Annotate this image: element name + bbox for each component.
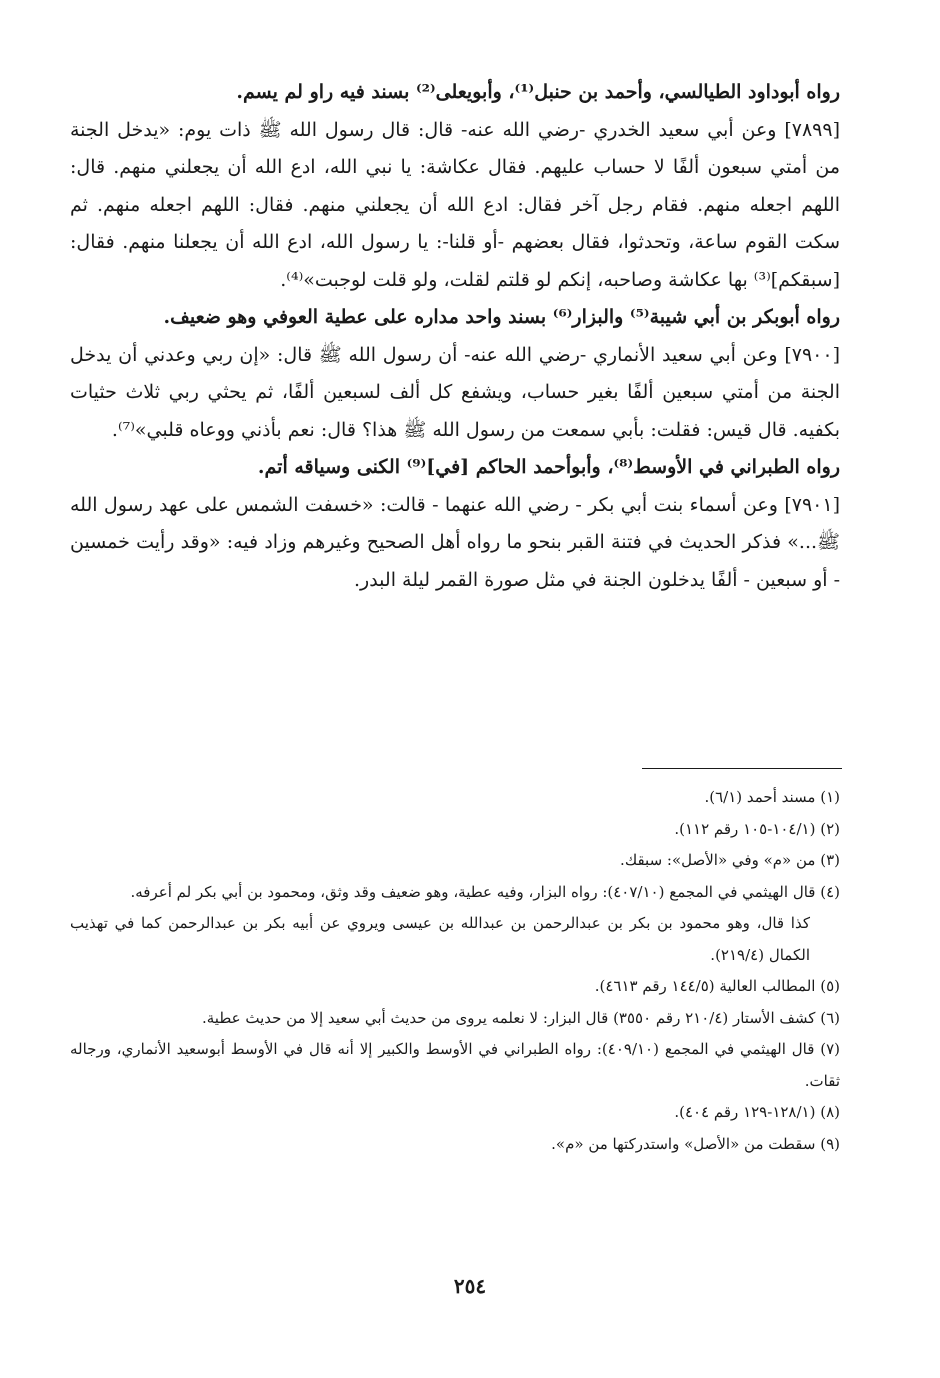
hadith-source-note: رواه الطبراني في الأوسط⁽⁸⁾، وأبوأحمد الحاكم [في]⁽⁹⁾ الكنى وسياقه أتم. [257,456,840,478]
hadith-source-note: رواه أبوداود الطيالسي، وأحمد بن حنبل⁽¹⁾، وأبويعلى⁽²⁾ بسند فيه راو لم يسم. [236,81,840,103]
footnote: (٧) قال الهيثمي في المجمع (٤٠٩/١٠): رواه الطبراني في الأوسط والكبير إلا أنه قال في الأوسط أبوسعيد الأنماري، ورجاله ثقات. [70,1040,841,1090]
footnote-continuation: كذا قال، وهو محمود بن بكر بن عبدالرحمن بن عبدالله بن عيسى ويروي عن أبيه بكر بن عبدالرحمن كما في تهذيب الكمال (٢١٩/٤). [70,914,810,964]
footnote-divider [642,768,842,769]
footnote: (٥) المطالب العالية (١٤٤/٥ رقم ٤٦١٣). [594,977,840,995]
page-number: ٢٥٤ [453,1274,487,1298]
footnote: (٤) قال الهيثمي في المجمع (٤٠٧/١٠): رواه البزار، وفيه عطية، وهو ضعيف وقد وثق، ومحمود بن أبي بكر لم أعرفه. [130,882,840,901]
footnote: (١) مسند أحمد (٦/١). [704,788,840,806]
footnote: (٦) كشف الأستار (٢١٠/٤ رقم ٣٥٥٠) قال البزار: لا نعلمه يروى من حديث أبي سعيد إلا من حديث عطية. [201,1008,840,1027]
footnote: (٢) (١٠٤/١-١٠٥ رقم ١١٢). [674,819,840,838]
hadith-7899: [٧٨٩٩] وعن أبي سعيد الخدري -رضي الله عنه- قال: قال رسول الله ﷺ ذات يوم: «يدخل الجنة من أمتي سبعون ألفًا لا حساب عليهم. فقال عكاشة: يا نبي الله، ادع الله أن يجعلني منهم. قال: اللهم اجعله منهم. فقام رجل آخر فقال: ادع الله أن يجعلني منهم. فقال: اللهم اجعله منهم. ثم سكت القوم ساعة، وتحدثوا، فقال بعضهم -أو قلنا-: يا رسول الله، ادع الله أن يجعلنا منهم. فقال: [سبقكم]⁽³⁾ بها عكاشة وصاحبه، إنكم لو قلتم لقلت، ولو قلت لوجبت»⁽⁴⁾. [70,118,840,291]
hadith-source-note: رواه أبوبكر بن أبي شيبة⁽⁵⁾ والبزار⁽⁶⁾ بسند واحد مداره على عطية العوفي وهو ضعيف. [163,306,840,328]
footnote: (٣) من «م» وفي «الأصل»: سبقك. [620,851,840,869]
footnote: (٩) سقطت من «الأصل» واستدركتها من «م». [551,1134,840,1153]
hadith-7901: [٧٩٠١] وعن أسماء بنت أبي بكر - رضي الله عنهما - قالت: «خسفت الشمس على عهد رسول الله ﷺ...» فذكر الحديث في فتنة القبر بنحو ما رواه أهل الصحيح وغيرهم وزاد فيه: «وقد رأيت خمسين - أو سبعين - ألفًا يدخلون الجنة في مثل صورة القمر ليلة البدر. [70,493,841,591]
hadith-7900: [٧٩٠٠] وعن أبي سعيد الأنماري -رضي الله عنه- أن رسول الله ﷺ قال: «إن ربي وعدني أن يدخل الجنة من أمتي سبعين ألفًا بغير حساب، ويشفع كل ألف لسبعين ألفًا، ثم يحثي ربي ثلاث حثيات بكفيه. قال قيس: فقلت: بأبي سمعت من رسول الله ﷺ هذا؟ قال: نعم بأذني ووعاه قلبي»⁽⁷⁾. [70,343,840,441]
footnotes [70,782,840,1160]
footnote: (٨) (١٢٨/١-١٢٩ رقم ٤٠٤). [674,1103,840,1121]
main-text [70,74,840,599]
